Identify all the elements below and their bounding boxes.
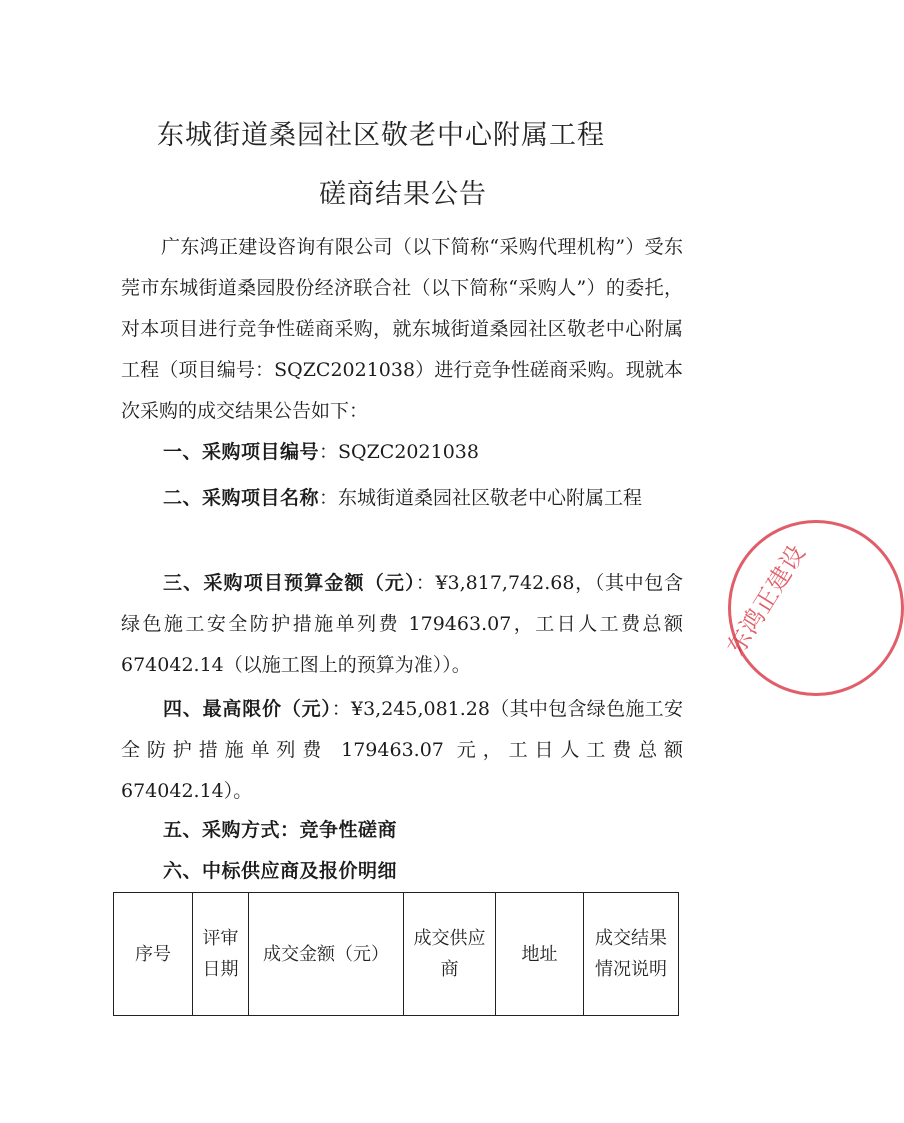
section-label: 六、中标供应商及报价明细: [163, 860, 398, 882]
table-header-cell: 评审日期: [193, 893, 249, 1016]
section-price-cap: [121, 689, 683, 812]
intro-paragraph: 广东鸿正建设咨询有限公司（以下简称“采购代理机构”）受东莞市东城街道桑园股份经济联合社（以下简称“采购人”）的委托，对本项目进行竞争性磋商采购，就东城街道桑园社区敬老中心附属工程（项目编号：SQZC2021038）进行竞争性磋商采购。现就本次采购的成交结果公告如下：: [121, 236, 683, 422]
section-budget: [121, 563, 683, 686]
section-label: 二、采购项目名称: [163, 487, 320, 509]
section-value: ：¥3,817,742.68，（其中包含绿色施工安全防护措施单列费 179463.07，工日人工费总额 674042.14（以施工图上的预算为准））。: [121, 572, 683, 676]
section-label: 一、采购项目编号: [163, 441, 320, 463]
table-header-cell: 成交结果情况说明: [584, 893, 679, 1016]
section-value: ：¥3,245,081.28（其中包含绿色施工安全防护措施单列费 179463.07 元，工日人工费总额 674042.14）。: [121, 698, 683, 802]
company-seal: [721, 520, 904, 696]
table-header-cell: 成交供应商: [404, 893, 496, 1016]
document-title: 东城街道桑园社区敬老中心附属工程: [157, 120, 605, 151]
section-project-name: [121, 478, 683, 519]
table-header-cell: 成交金额（元）: [249, 893, 404, 1016]
section-procurement-method: [121, 810, 683, 851]
section-value: ：SQZC2021038: [319, 441, 479, 463]
section-value: ：东城街道桑园社区敬老中心附属工程: [319, 487, 643, 509]
table-header-cell: 地址: [496, 893, 584, 1016]
document-subtitle: 磋商结果公告: [319, 179, 487, 210]
section-supplier-details: [121, 851, 683, 892]
table-header-row: [114, 893, 679, 1016]
section-project-number: [121, 432, 683, 473]
table-header-cell: 序号: [114, 893, 193, 1016]
section-label: 五、采购方式：竞争性磋商: [163, 819, 398, 841]
section-label: 四、最高限价（元）: [163, 698, 332, 720]
section-label: 三、采购项目预算金额（元）: [163, 572, 416, 594]
result-table: [113, 892, 679, 1016]
seal-text: 东鸿正建设: [721, 539, 812, 661]
